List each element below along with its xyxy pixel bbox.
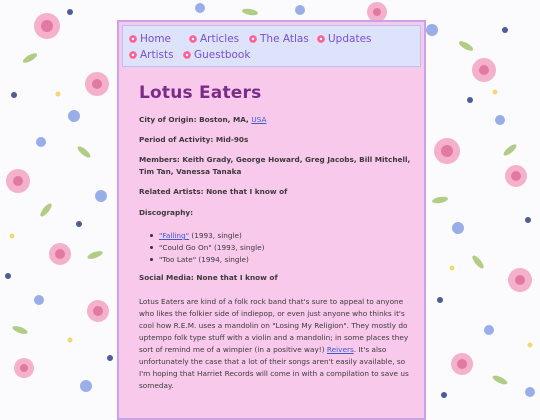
nav-label: Home xyxy=(140,33,172,45)
social-value: None that I know of xyxy=(196,273,278,282)
flower-icon xyxy=(189,35,197,43)
nav-item-the-atlas[interactable] xyxy=(249,31,309,47)
flower-icon xyxy=(249,35,257,43)
flower-icon xyxy=(129,51,137,59)
social-label: Social Media: xyxy=(139,273,194,282)
nav-item-guestbook[interactable] xyxy=(183,47,250,63)
page-title: Lotus Eaters xyxy=(139,83,262,103)
related-value: None that I know of xyxy=(206,187,288,196)
nav-label: Artists xyxy=(140,49,174,61)
flower-icon xyxy=(317,35,325,43)
members-line xyxy=(139,155,410,164)
origin-country-link[interactable]: USA xyxy=(251,115,267,124)
nav-item-artists[interactable] xyxy=(129,47,174,63)
discography-list xyxy=(157,230,265,266)
flower-icon xyxy=(183,51,191,59)
list-item: "Too Late" (1994, single) xyxy=(157,254,265,266)
related-line xyxy=(139,187,287,196)
nav-item-home[interactable] xyxy=(129,31,171,47)
period-value: Mid-90s xyxy=(215,135,249,144)
period-label: Period of Activity: xyxy=(139,135,214,144)
description-paragraph: Lotus Eaters are kind of a folk rock band that's sure to appeal to anyone who likes the folkier side of indiepop, or even just anyone who thinks it's cool how R.E.M. uses a mandolin on "Losing My Religion". They mostly do uptempo folk type stuff with a violin and a mandolin; in some places they sort of remind me of a wimpier (in a positive way!) Reivers. It's also unfortunately the case that a lot of their songs aren't easily available, so I'm hoping that Harriet Records will come in with a compilation to save us someday. xyxy=(139,297,409,390)
nav-item-updates[interactable] xyxy=(317,31,372,47)
discography-heading: Discography: xyxy=(139,208,194,217)
single-link-falling[interactable]: "Falling" xyxy=(159,231,190,240)
members-label: Members: xyxy=(139,155,180,164)
nav-label: Guestbook xyxy=(194,49,251,61)
list-item: "Falling" (1993, single) xyxy=(157,230,265,242)
related-label: Related Artists: xyxy=(139,187,204,196)
list-item: "Could Go On" (1993, single) xyxy=(159,243,265,252)
origin-line xyxy=(139,115,266,124)
content-panel xyxy=(117,20,426,420)
origin-value: Boston, MA, xyxy=(199,115,249,124)
nav-bar xyxy=(122,25,421,67)
flower-icon xyxy=(129,35,137,43)
reivers-link[interactable]: Reivers xyxy=(326,345,354,354)
members-value-1: Keith Grady, George Howard, Greg Jacobs, Bill Mitchell, xyxy=(182,155,411,164)
members-value-2: Tim Tan, Vanessa Tanaka xyxy=(139,167,242,176)
origin-label: City of Origin: xyxy=(139,115,197,124)
nav-item-articles[interactable] xyxy=(189,31,239,47)
members-line-2 xyxy=(139,167,241,176)
nav-label: Articles xyxy=(200,33,240,45)
nav-label: Updates xyxy=(328,33,372,45)
social-line xyxy=(139,273,278,282)
period-line xyxy=(139,135,248,144)
nav-label: The Atlas xyxy=(260,33,309,45)
